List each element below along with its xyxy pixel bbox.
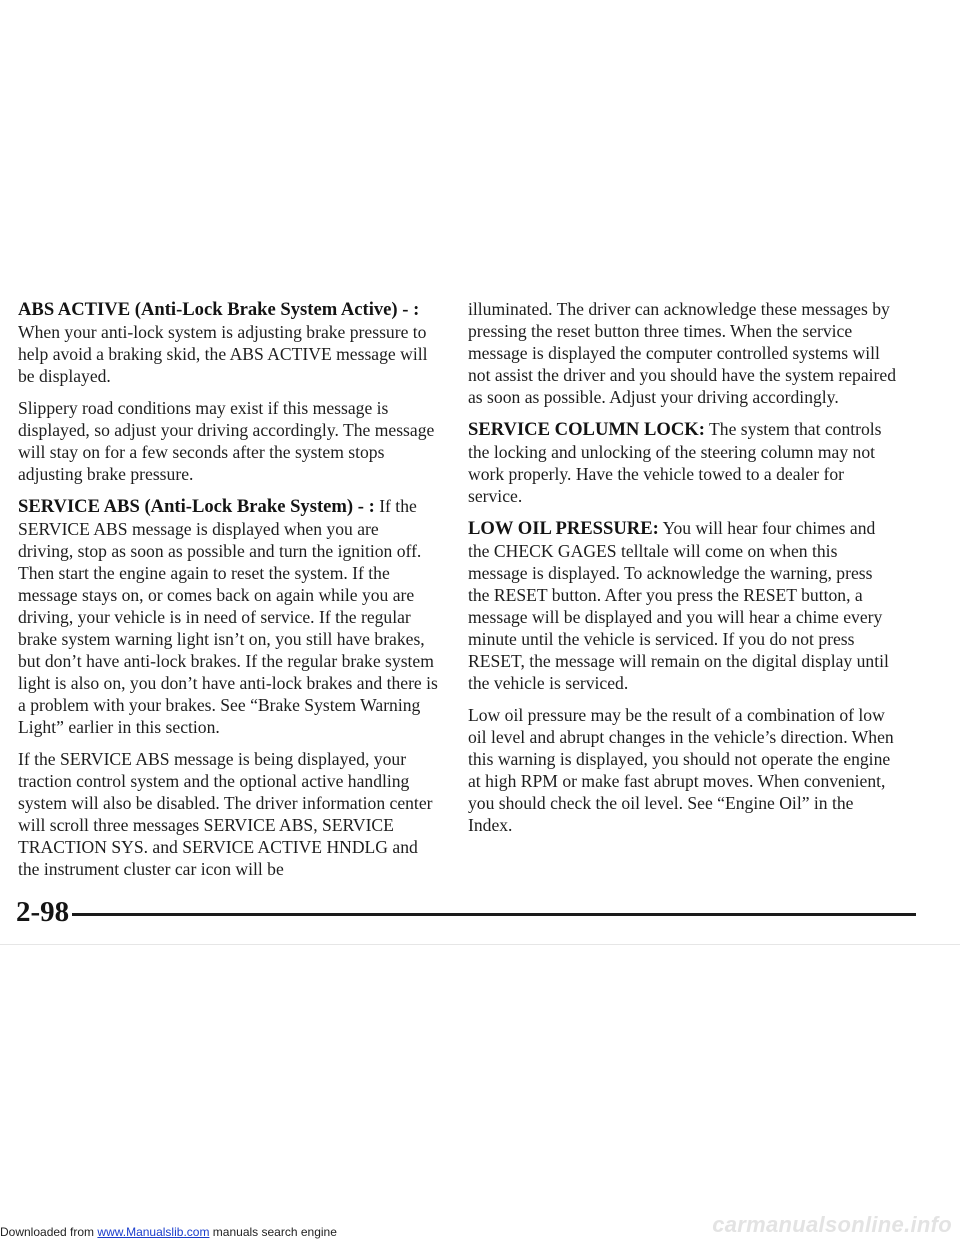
right-column [468,298,896,846]
service-abs-section [18,495,438,738]
service-abs-heading: SERVICE ABS (Anti-Lock Brake System) - : [18,496,375,517]
continuation-paragraph: illuminated. The driver can acknowledge these messages by pressing the reset button three times. When the service message is displayed the computer controlled systems will not assist the driver and you should have the system repaired as soon as possible. Adjust your driving accordingly. [468,299,897,407]
page-number: 2-98 [16,896,70,928]
abs-active-paragraph-2: Slippery road conditions may exist if this message is displayed, so adjust your driving accordingly. The message will stay on for a few seconds after the system stops adjusting brake pressure. [18,398,435,484]
abs-active-section [18,298,438,387]
service-column-lock-section [468,418,896,507]
low-oil-pressure-section [468,517,896,694]
footer-prefix: Downloaded from [0,1225,95,1239]
footer-rule [72,913,916,916]
service-abs-paragraph-1: If the SERVICE ABS message is displayed when you are driving, stop as soon as possible and turn the ignition off. Then start the engine again to reset the system. If the message stays on, or comes back on again while you are driving, your vehicle is in need of service. If the regular brake system warning light isn’t on, you still have brakes, but don’t have anti-lock brakes. If the regular brake system light is also on, you don’t have anti-lock brakes and there is a problem with your brakes. See “Brake System Warning Light” earlier in this section. [18,496,438,737]
low-oil-pressure-paragraph-2: Low oil pressure may be the result of a combination of low oil level and abrupt changes in the vehicle’s direction. When this warning is displayed, you should not operate the engine at high RPM or make fast abrupt moves. When convenient, you should check the oil level. See “Engine Oil” in the Index. [468,705,894,835]
service-column-lock-heading: SERVICE COLUMN LOCK: [468,419,705,440]
abs-active-heading: ABS ACTIVE (Anti-Lock Brake System Active) - : [18,299,420,320]
service-column-lock-text: The system that controls the locking and unlocking of the steering column may not work properly. Have the vehicle towed to a dealer for service. [468,419,882,506]
low-oil-pressure-text: You will hear four chimes and the CHECK GAGES telltale will come on when this message is displayed. To acknowledge the warning, press the RESET button. After you press the RESET button, a message will be displayed and you will hear a chime every minute until the vehicle is serviced. If you do not press RESET, the message will remain on the digital display until the vehicle is serviced. [468,518,889,693]
service-abs-paragraph-2: If the SERVICE ABS message is being displayed, your traction control system and the optional active handling system will also be disabled. The driver information center will scroll three messages SERVICE ABS, SERVICE TRACTION SYS. and SERVICE ACTIVE HNDLG and the instrument cluster car icon will be [18,749,433,879]
low-oil-pressure-heading: LOW OIL PRESSURE: [468,518,659,539]
footer-suffix: manuals search engine [212,1225,337,1239]
site-watermark: carmanualsonline.info [712,1212,952,1237]
abs-active-paragraph-1: When your anti-lock system is adjusting brake pressure to help avoid a braking skid, the ABS ACTIVE message will be displayed. [18,322,428,386]
manualslib-link[interactable]: www.Manualslib.com [97,1225,210,1239]
download-footer [0,1225,337,1239]
page-edge-line [0,944,960,945]
left-column [18,298,438,890]
